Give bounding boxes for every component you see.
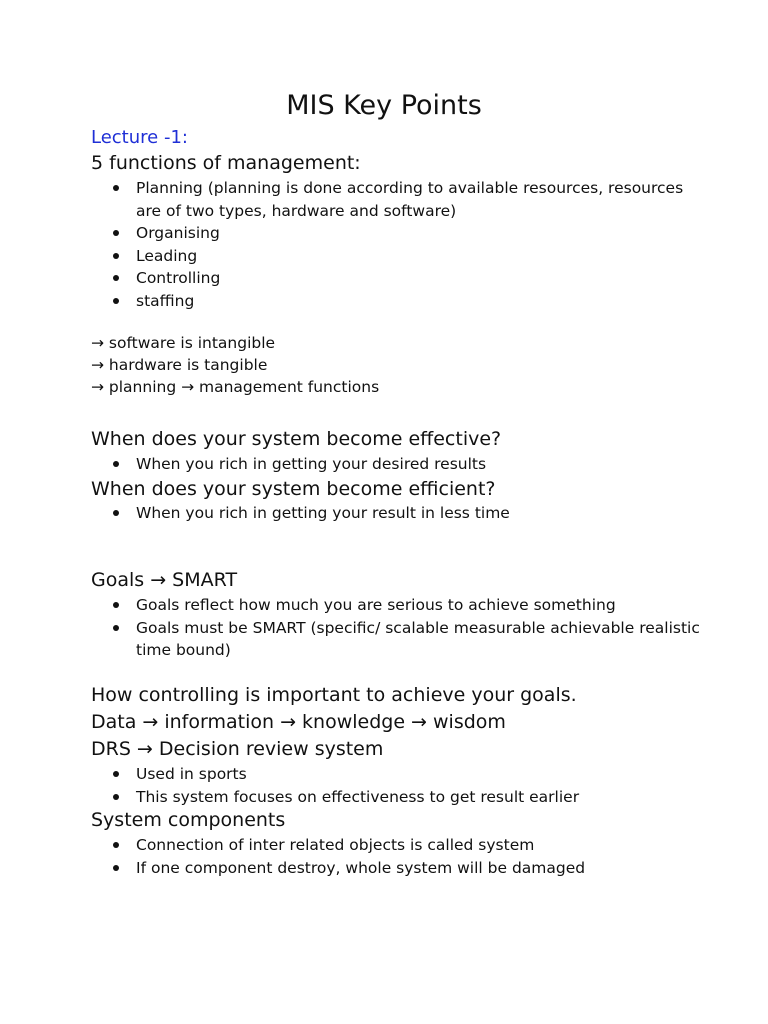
bullet-icon — [113, 275, 119, 281]
effective-heading: When does your system become effective? — [91, 428, 502, 450]
bullet-icon — [113, 230, 119, 236]
list-item: Controlling — [111, 267, 711, 290]
bullet-icon — [113, 298, 119, 304]
effective-list — [111, 453, 711, 476]
bullet-icon — [113, 842, 119, 848]
controlling-heading: How controlling is important to achieve your goals. — [91, 684, 577, 706]
components-list — [111, 834, 711, 879]
functions-heading: 5 functions of management: — [91, 152, 361, 174]
bullet-icon — [113, 461, 119, 467]
list-item: Used in sports — [111, 763, 711, 786]
bullet-icon — [113, 865, 119, 871]
list-item: When you rich in getting your result in less time — [111, 502, 711, 525]
bullet-icon — [113, 510, 119, 516]
arrow-note-hardware: → hardware is tangible — [91, 356, 268, 374]
goals-list — [111, 594, 711, 662]
drs-list — [111, 763, 711, 808]
efficient-heading: When does your system become efficient? — [91, 478, 496, 500]
list-item: This system focuses on effectiveness to get result earlier — [111, 786, 711, 809]
drs-heading: DRS → Decision review system — [91, 738, 384, 760]
list-item: When you rich in getting your desired results — [111, 453, 711, 476]
page-title: MIS Key Points — [286, 90, 482, 121]
data-heading: Data → information → knowledge → wisdom — [91, 711, 506, 733]
components-heading: System components — [91, 809, 286, 831]
list-item: Goals reflect how much you are serious to achieve something — [111, 594, 711, 617]
list-item: If one component destroy, whole system will be damaged — [111, 857, 711, 880]
functions-list — [111, 177, 711, 313]
bullet-icon — [113, 253, 119, 259]
list-item: Planning (planning is done according to available resources, resources are of two types, hardware and software) — [111, 177, 711, 222]
bullet-icon — [113, 794, 119, 800]
bullet-icon — [113, 625, 119, 631]
goals-heading: Goals → SMART — [91, 569, 238, 591]
list-item: Goals must be SMART (specific/ scalable measurable achievable realistic time bound) — [111, 617, 711, 662]
list-item: Organising — [111, 222, 711, 245]
bullet-icon — [113, 185, 119, 191]
lecture-label: Lecture -1: — [91, 127, 188, 148]
list-item: Leading — [111, 245, 711, 268]
list-item: Connection of inter related objects is called system — [111, 834, 711, 857]
arrow-note-software: → software is intangible — [91, 334, 276, 352]
bullet-icon — [113, 771, 119, 777]
arrow-note-planning: → planning → management functions — [91, 378, 380, 396]
bullet-icon — [113, 602, 119, 608]
list-item: staffing — [111, 290, 711, 313]
efficient-list — [111, 502, 711, 525]
